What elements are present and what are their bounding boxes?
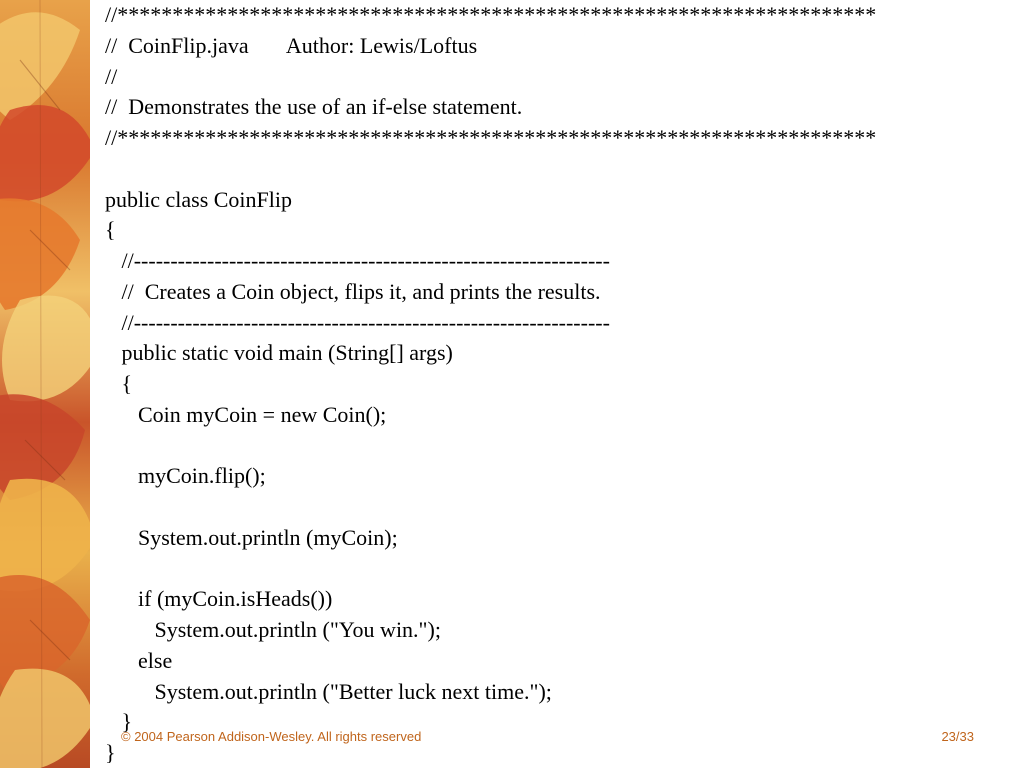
code-line: //********************************************************************* [105,125,877,150]
code-listing [105,0,1015,768]
code-line: if (myCoin.isHeads()) [105,586,333,612]
code-line: System.out.println ("You win."); [105,617,441,642]
code-line: //----------------------------------------------------------------- [105,248,610,273]
code-line: System.out.println ("Better luck next time."); [105,678,552,704]
code-line: System.out.println (myCoin); [105,524,398,550]
code-line: { [105,217,116,243]
footer-page-number: 23/33 [941,729,974,744]
code-line [105,154,1015,185]
code-line [105,431,1015,462]
code-line: } [105,709,133,735]
code-line: public static void main (String[] args) [105,340,453,366]
code-line: //********************************************************************* [105,2,877,27]
code-line: // Creates a Coin object, flips it, and prints the results. [105,278,601,304]
code-line [105,492,1015,523]
code-line: // [105,63,118,89]
code-line: else [105,647,173,673]
code-line: // Demonstrates the use of an if-else statement. [105,94,523,120]
code-line: // CoinFlip.java Author: Lewis/Loftus [105,32,478,58]
code-line: } [105,740,116,765]
code-line: Coin myCoin = new Coin(); [105,401,387,427]
code-line [105,554,1015,585]
code-line: //----------------------------------------------------------------- [105,309,610,335]
autumn-leaves-decoration [0,0,90,768]
code-line: { [105,371,133,396]
code-line: public class CoinFlip [105,186,292,212]
footer-copyright: © 2004 Pearson Addison-Wesley. All rights reserved [121,729,422,744]
code-line: myCoin.flip(); [105,463,266,489]
